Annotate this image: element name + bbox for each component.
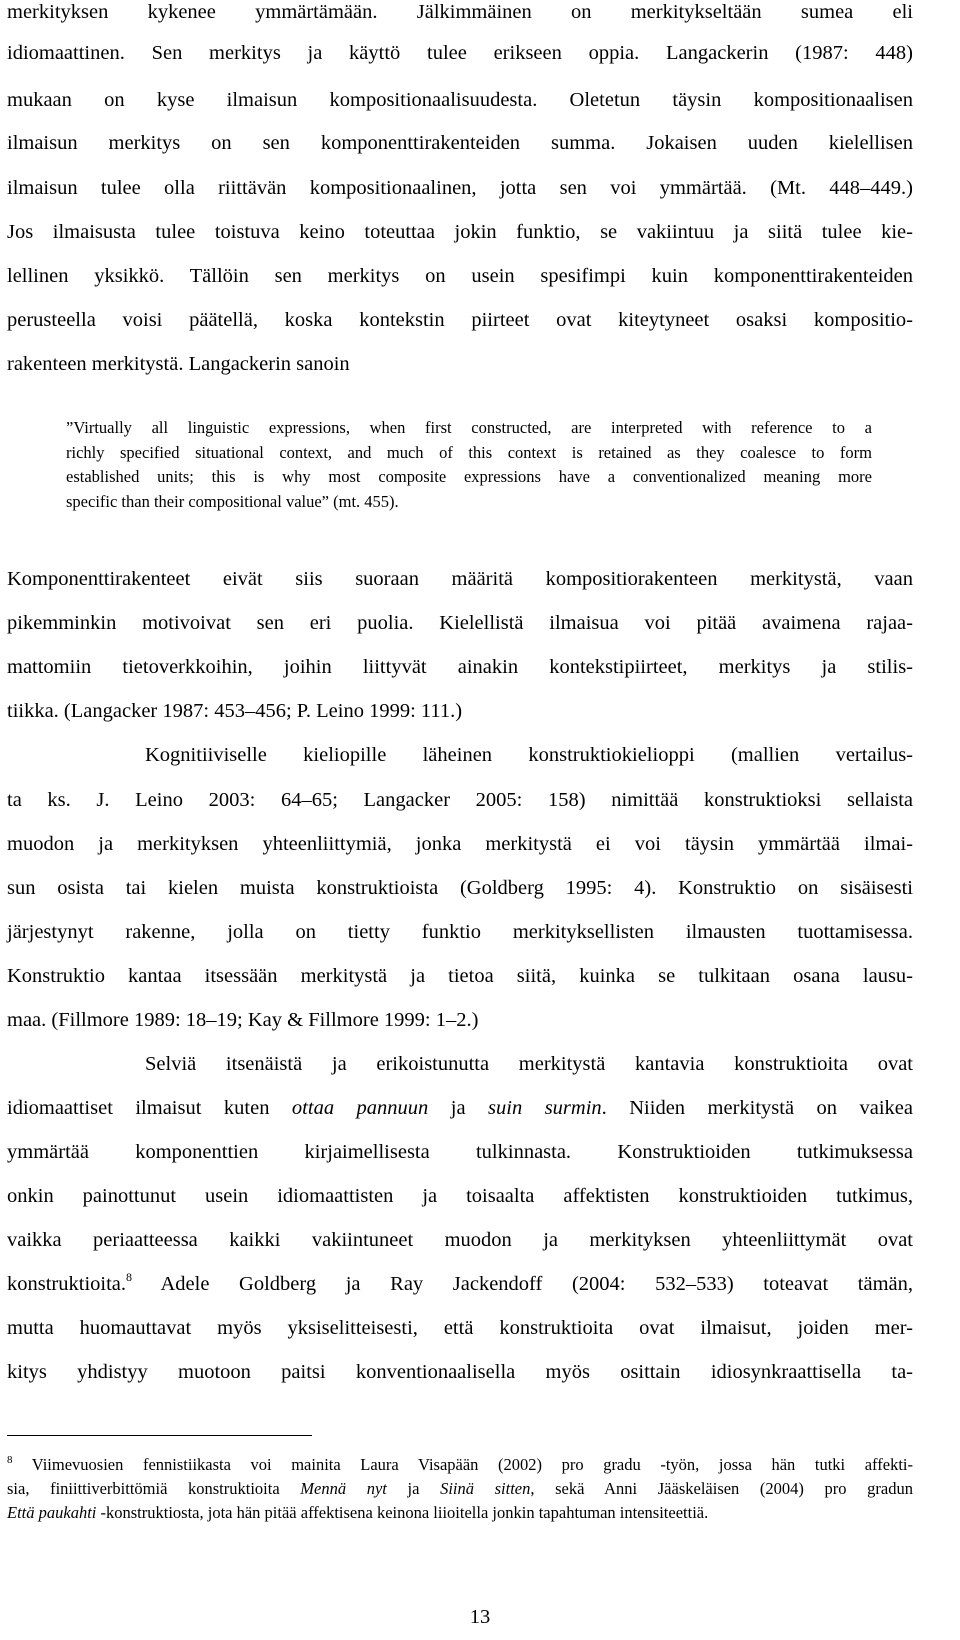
fn-text-d: -konstruktiosta, jota hän pitää affektisena keinona liioitella jonkin tapahtuman intensiteettiä. — [96, 1503, 709, 1522]
p4-text-b: ja — [428, 1097, 489, 1119]
paragraph-3-line-4: sun osista tai kielen muista konstruktioista (Goldberg 1995: 4). Konstruktio on sisäisesti — [7, 877, 913, 899]
paragraph-4-line-5: vaikka periaatteessa kaikki vakiintuneet muodon ja merkityksen yhteenliittymät ovat — [7, 1229, 913, 1251]
p4-line6-start: konstruktioita. — [7, 1273, 127, 1295]
paragraph-3-line-2: ta ks. J. Leino 2003: 64–65; Langacker 2005: 158) nimittää konstruktioksi sellaista — [7, 789, 913, 811]
quote-line-2: richly specified situational context, and much of this context is retained as they coalesce to form — [66, 443, 872, 462]
paragraph-4-line-4: onkin painottunut usein idiomaattisten ja toisaalta affektisten konstruktioiden tutkimus, — [7, 1185, 913, 1207]
idiom-suin-surmin: suin surmin — [488, 1097, 602, 1119]
paragraph-4-line-7: mutta huomauttavat myös yksiselitteisesti, että konstruktioita ovat ilmaisut, joiden mer- — [7, 1317, 913, 1339]
paragraph-1-line-1: merkityksen kykenee ymmärtämään. Jälkimmäinen on merkitykseltään sumea eli — [7, 1, 913, 23]
paragraph-1-line-9: rakenteen merkitystä. Langackerin sanoin — [7, 353, 350, 375]
construction-siina-sitten: Siinä sitten — [440, 1479, 531, 1498]
quote-line-4: specific than their compositional value” (mt. 455). — [66, 492, 399, 511]
paragraph-4-line-8: kitys yhdistyy muotoon paitsi konventionaalisella myös osittain idiosynkraattisella ta- — [7, 1361, 913, 1383]
paragraph-1-line-3: mukaan on kyse ilmaisun kompositionaalisuudesta. Oletetun täysin kompositionaalisen — [7, 89, 913, 111]
paragraph-3-line-6: Konstruktio kantaa itsessään merkitystä ja tietoa siitä, kuinka se tulkitaan osana lausu- — [7, 965, 913, 987]
footnote-ref-8[interactable]: 8 — [126, 1270, 133, 1284]
p4-text-c: . Niiden merkitystä on vaikea — [601, 1097, 913, 1119]
quote-line-3: established units; this is why most composite expressions have a conventionalized meaning more — [66, 467, 872, 486]
fn-text-a: sia, finiittiverbittömiä konstruktioita — [7, 1479, 301, 1498]
footnote-marker: 8 — [7, 1454, 13, 1466]
footnote-line-2 — [7, 1479, 913, 1499]
page-number: 13 — [469, 1606, 491, 1628]
idiom-ottaa-pannuun: ottaa pannuun — [291, 1097, 429, 1119]
paragraph-1-line-2: idiomaattinen. Sen merkitys ja käyttö tulee erikseen oppia. Langackerin (1987: 448) — [7, 42, 913, 64]
fn-text-c: , sekä Anni Jääskeläisen (2004) pro gradun — [530, 1479, 913, 1498]
paragraph-3-line-7: maa. (Fillmore 1989: 18–19; Kay & Fillmore 1999: 1–2.) — [7, 1009, 479, 1031]
p4-line6-rest: Adele Goldberg ja Ray Jackendoff (2004: 532–533) toteavat tämän, — [132, 1273, 913, 1295]
quote-line-1: ”Virtually all linguistic expressions, when first constructed, are interpreted with reference to a — [66, 418, 872, 437]
footnote-separator — [7, 1435, 312, 1436]
paragraph-1-line-5: ilmaisun tulee olla riittävän kompositionaalinen, jotta sen voi ymmärtää. (Mt. 448–449.) — [7, 177, 913, 199]
paragraph-2-line-2: pikemminkin motivoivat sen eri puolia. Kielellistä ilmaisua voi pitää avaimena rajaa- — [7, 612, 913, 634]
construction-etta-paukahti: Että paukahti — [7, 1503, 97, 1522]
paragraph-1-line-4: ilmaisun merkitys on sen komponenttirakenteiden summa. Jokaisen uuden kielellisen — [7, 132, 913, 154]
footnote-line-3 — [7, 1503, 913, 1523]
paragraph-3-line-5: järjestynyt rakenne, jolla on tietty funktio merkityksellisten ilmausten tuottamisessa. — [7, 921, 913, 943]
paragraph-3-line-1: Kognitiiviselle kieliopille läheinen konstruktiokielioppi (mallien vertailus- — [145, 744, 913, 766]
paragraph-4-line-6 — [7, 1272, 913, 1298]
paragraph-2-line-3: mattomiin tietoverkkoihin, joihin liittyvät ainakin kontekstipiirteet, merkitys ja stilis- — [7, 656, 913, 678]
p4-text-a: idiomaattiset ilmaisut kuten — [7, 1097, 292, 1119]
paragraph-3-line-3: muodon ja merkityksen yhteenliittymiä, jonka merkitystä ei voi täysin ymmärtää ilmai- — [7, 833, 913, 855]
paragraph-1-line-6: Jos ilmaisusta tulee toistuva keino toteuttaa jokin funktio, se vakiintuu ja siitä tulee kie- — [7, 221, 913, 243]
paragraph-2-line-4: tiikka. (Langacker 1987: 453–456; P. Leino 1999: 111.) — [7, 700, 463, 722]
paragraph-4-line-3: ymmärtää komponenttien kirjaimellisesta tulkinnasta. Konstruktioiden tutkimuksessa — [7, 1141, 913, 1163]
construction-menna-nyt: Mennä nyt — [300, 1479, 387, 1498]
paragraph-1-line-7: lellinen yksikkö. Tällöin sen merkitys on usein spesifimpi kuin komponenttirakenteiden — [7, 265, 913, 287]
fn-text-b: ja — [386, 1479, 441, 1498]
paragraph-4-line-1: Selviä itsenäistä ja erikoistunutta merkitystä kantavia konstruktioita ovat — [145, 1053, 913, 1075]
footnote-text-1: Viimevuosien fennistiikasta voi mainita Laura Visapään (2002) pro gradu -työn, jossa hän tutki affekti- — [12, 1455, 913, 1474]
paragraph-4-line-2 — [7, 1096, 913, 1120]
paragraph-1-line-8: perusteella voisi päätellä, koska kontekstin piirteet ovat kiteytyneet osaksi kompositio- — [7, 309, 913, 331]
footnote-line-1 — [7, 1455, 913, 1477]
paragraph-2-line-1: Komponenttirakenteet eivät siis suoraan määritä kompositiorakenteen merkitystä, vaan — [7, 568, 913, 590]
